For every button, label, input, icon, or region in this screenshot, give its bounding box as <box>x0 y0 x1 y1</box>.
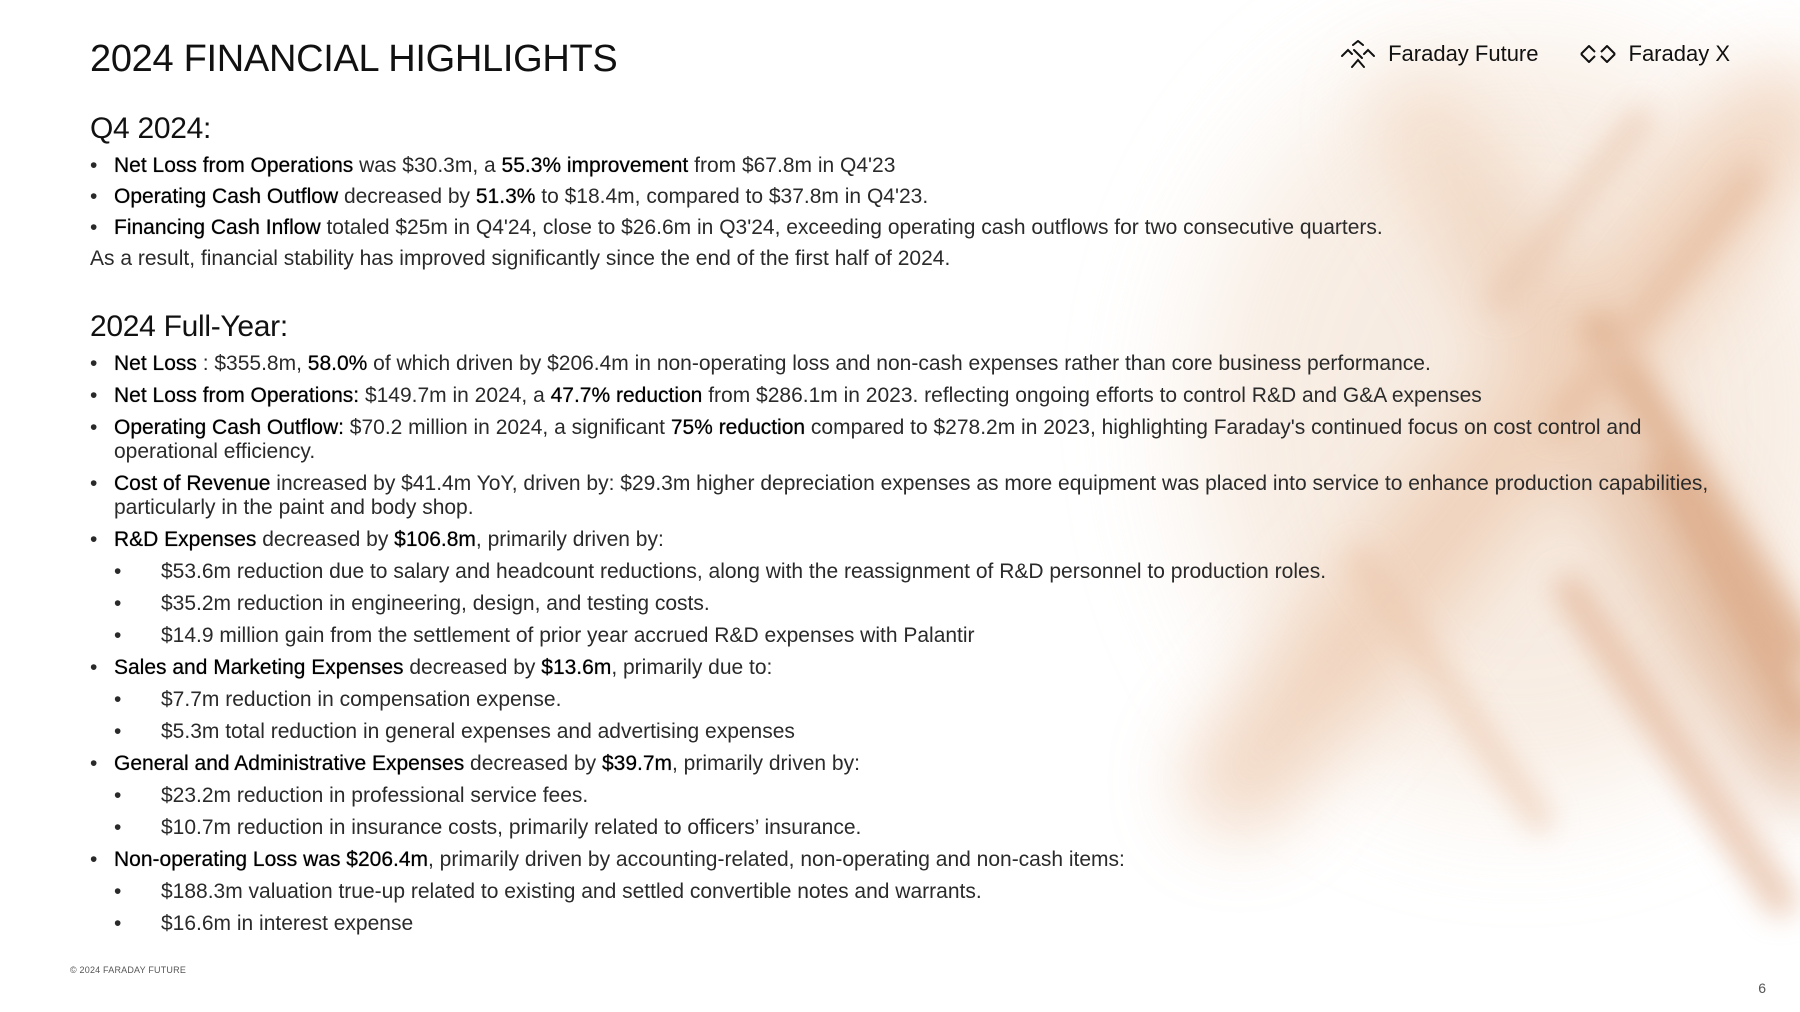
bullet-item <box>90 848 1745 872</box>
body-text: $5.3m total reduction in general expenses and advertising expenses <box>161 720 795 743</box>
bullet-item <box>90 416 1745 464</box>
bullet-item <box>90 352 1745 376</box>
body-text: decreased by <box>464 752 602 775</box>
sub-bullet-item <box>90 592 1745 616</box>
sub-bullet-item <box>90 880 1745 904</box>
body-text: $188.3m valuation true-up related to existing and settled convertible notes and warrants. <box>161 880 982 903</box>
body-text: , primarily driven by accounting-related, non-operating and non-cash items: <box>428 848 1125 871</box>
body-text: $70.2 million in 2024, a significant <box>343 416 671 439</box>
faraday-future-logo <box>1340 40 1538 68</box>
bullet-item <box>90 154 1745 178</box>
body-text: increased by $41.4m YoY, driven by: $29.3m higher depreciation expenses as more equipment was placed into service to enhance production capabilities, particularly in the paint and body shop. <box>114 472 1709 519</box>
emphasis-text: 47.7% reduction <box>550 384 703 407</box>
body-text: As a result, financial stability has improved significantly since the end of the first half of 2024. <box>90 247 951 270</box>
faraday-x-logo-icon <box>1579 44 1617 64</box>
sub-bullet-item <box>90 720 1745 744</box>
body-text: $53.6m reduction due to salary and headcount reductions, along with the reassignment of R&D personnel to production roles. <box>161 560 1327 583</box>
emphasis-text: 58.0% <box>307 352 368 375</box>
body-text: decreased by <box>403 656 542 679</box>
body-text: decreased by <box>256 528 395 551</box>
body-text: was $30.3m, a <box>353 154 502 177</box>
sub-bullet-item <box>90 912 1745 936</box>
q4-heading: Q4 2024: <box>90 112 212 145</box>
body-text: , primarily driven by: <box>475 528 664 551</box>
body-text: : $355.8m, <box>196 352 308 375</box>
emphasis-text: Net Loss from Operations: <box>114 384 360 407</box>
bullet-item <box>90 752 1745 776</box>
emphasis-text: Non-operating Loss was $206.4m <box>114 848 429 871</box>
body-text: , primarily due to: <box>611 656 773 679</box>
sub-bullet-item <box>90 688 1745 712</box>
body-text: compared to $278.2m in 2023, highlighting Faraday's continued focus on cost control and operational efficiency. <box>114 416 1642 463</box>
emphasis-text: Operating Cash Outflow: <box>114 416 344 439</box>
emphasis-text: Financing Cash Inflow <box>114 216 321 239</box>
body-text: $149.7m in 2024, a <box>359 384 551 407</box>
emphasis-text: 51.3% <box>475 185 536 208</box>
emphasis-text: R&D Expenses <box>114 528 257 551</box>
body-text: $7.7m reduction in compensation expense. <box>161 688 562 711</box>
summary-text <box>90 247 1745 271</box>
emphasis-text: Sales and Marketing Expenses <box>114 656 404 679</box>
logo-bar <box>1340 40 1730 68</box>
emphasis-text: $13.6m <box>541 656 612 679</box>
full-year-heading: 2024 Full-Year: <box>90 310 288 343</box>
sub-bullet-item <box>90 624 1745 648</box>
bullet-item <box>90 185 1745 209</box>
page-number: 6 <box>1758 980 1766 996</box>
body-text: $16.6m in interest expense <box>161 912 414 935</box>
faraday-x-logo-label: Faraday X <box>1628 41 1730 66</box>
emphasis-text: Net Loss <box>114 352 197 375</box>
bullet-item <box>90 656 1745 680</box>
emphasis-text: $39.7m <box>601 752 673 775</box>
bullet-item <box>90 216 1745 240</box>
bullet-item <box>90 472 1745 520</box>
faraday-future-logo-icon <box>1340 40 1376 68</box>
bullet-item <box>90 384 1745 408</box>
body-text: from $67.8m in Q4'23 <box>688 154 896 177</box>
body-text: of which driven by $206.4m in non-operating loss and non-cash expenses rather than core business performance. <box>367 352 1431 375</box>
emphasis-text: Net Loss from Operations <box>114 154 354 177</box>
body-text: $23.2m reduction in professional service fees. <box>161 784 589 807</box>
sub-bullet-item <box>90 816 1745 840</box>
emphasis-text: General and Administrative Expenses <box>114 752 465 775</box>
full-year-bullet-list <box>90 352 1745 944</box>
sub-bullet-item <box>90 560 1745 584</box>
body-text: to $18.4m, compared to $37.8m in Q4'23. <box>535 185 929 208</box>
slide-title: 2024 FINANCIAL HIGHLIGHTS <box>90 38 618 80</box>
emphasis-text: 75% reduction <box>670 416 806 439</box>
sub-bullet-item <box>90 784 1745 808</box>
body-text: from $286.1m in 2023. reflecting ongoing efforts to control R&D and G&A expenses <box>702 384 1482 407</box>
emphasis-text: Cost of Revenue <box>114 472 271 495</box>
faraday-x-logo <box>1579 41 1731 67</box>
faraday-future-logo-label: Faraday Future <box>1388 41 1539 66</box>
body-text: $10.7m reduction in insurance costs, primarily related to officers’ insurance. <box>161 816 862 839</box>
body-text: totaled $25m in Q4'24, close to $26.6m in Q3'24, exceeding operating cash outflows for two consecutive quarters. <box>320 216 1383 239</box>
body-text: $14.9 million gain from the settlement of prior year accrued R&D expenses with Palantir <box>161 624 975 647</box>
body-text: $35.2m reduction in engineering, design, and testing costs. <box>161 592 710 615</box>
emphasis-text: 55.3% improvement <box>501 154 689 177</box>
emphasis-text: $106.8m <box>394 528 476 551</box>
bullet-item <box>90 528 1745 552</box>
emphasis-text: Operating Cash Outflow <box>114 185 339 208</box>
body-text: decreased by <box>338 185 476 208</box>
body-text: , primarily driven by: <box>672 752 860 775</box>
q4-bullet-list <box>90 154 1745 278</box>
copyright-footer: © 2024 FARADAY FUTURE <box>70 965 187 975</box>
